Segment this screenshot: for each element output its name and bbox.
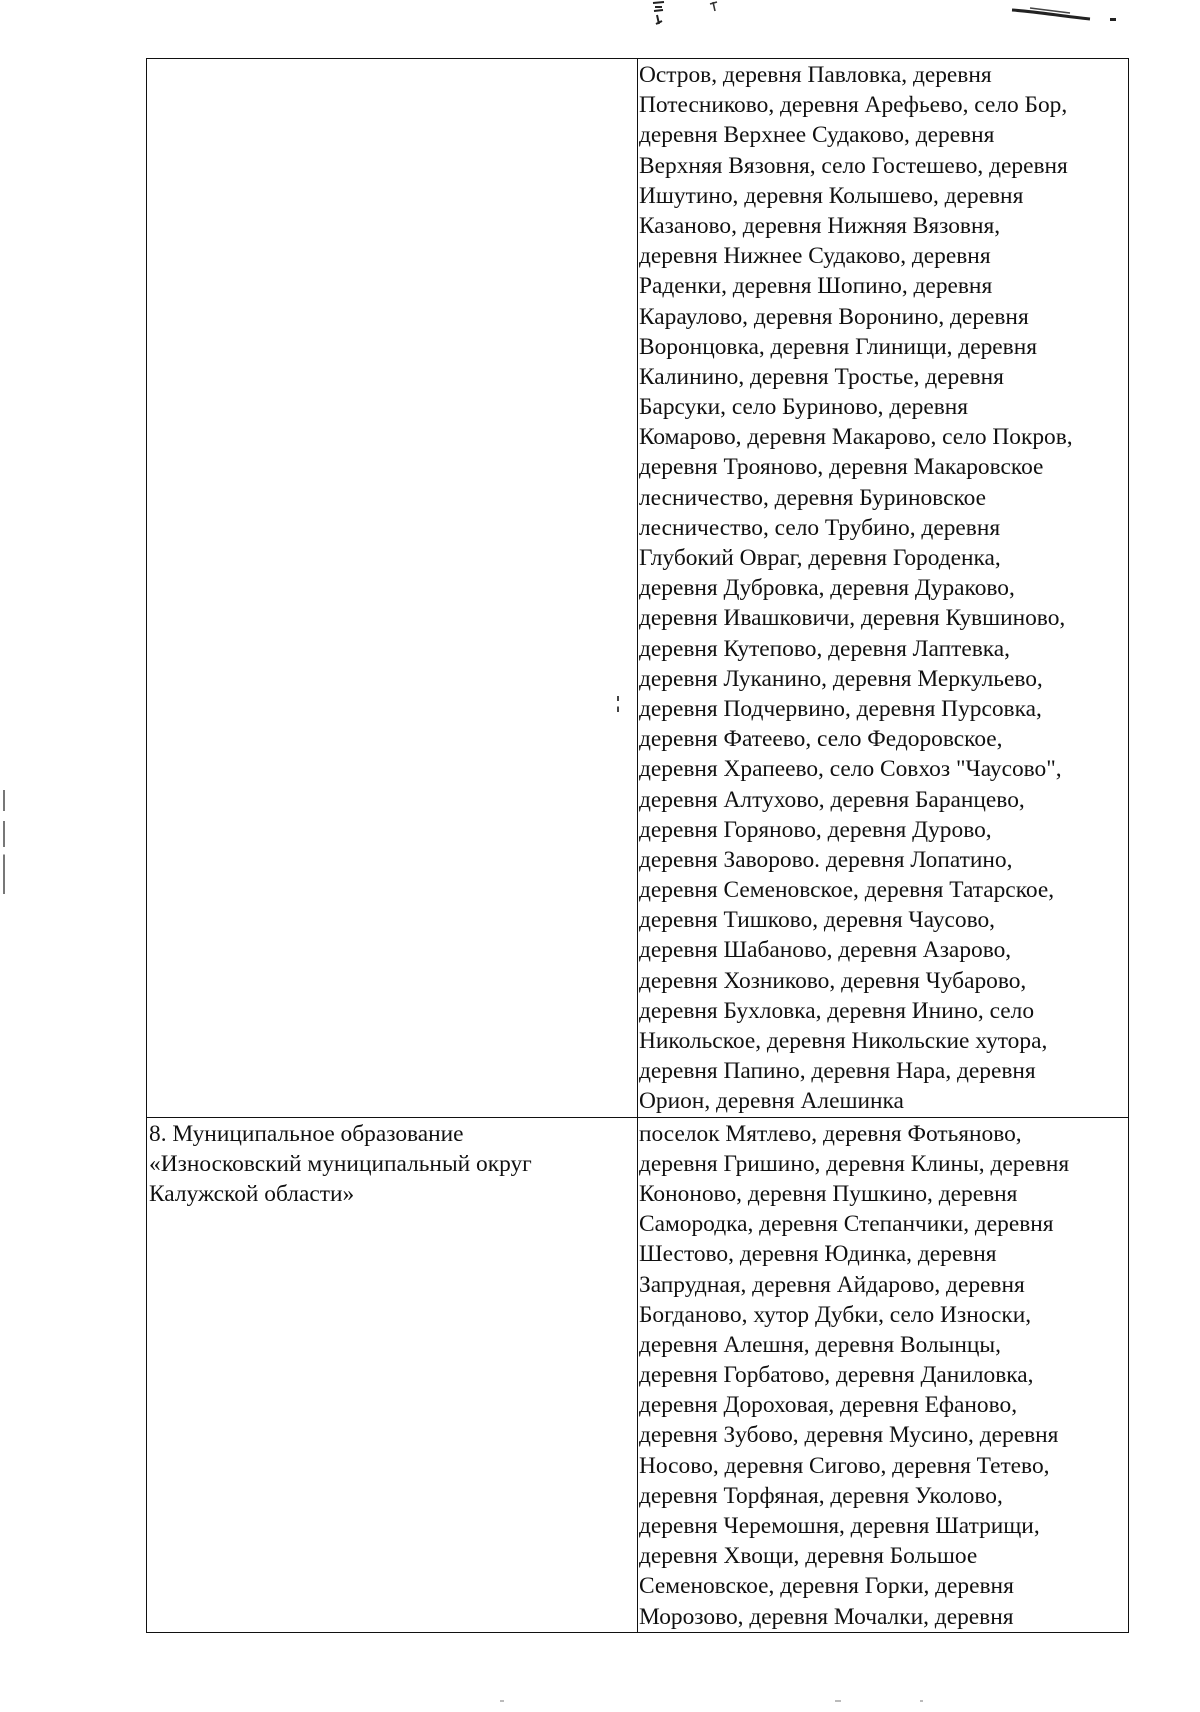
settlement-list-line: Орион, деревня Алешинка <box>639 1088 904 1115</box>
settlement-list-line: деревня Бухловка, деревня Инино, село <box>639 997 1035 1024</box>
settlement-list-line: Раденки, деревня Шопино, деревня <box>639 273 993 300</box>
settlements-cell <box>638 59 1129 1118</box>
settlements-cell <box>638 1117 1129 1632</box>
settlement-list-line: Остров, деревня Павловка, деревня <box>639 62 992 88</box>
settlement-list-line: деревня Хозниково, деревня Чубарово, <box>639 967 1027 994</box>
settlement-list-line: Семеновское, деревня Горки, деревня <box>639 1573 1014 1600</box>
scan-artifact-mark <box>708 0 720 14</box>
settlement-list-line: Никольское, деревня Никольские хутора, <box>639 1028 1048 1054</box>
settlement-list-line: Носово, деревня Сигово, деревня Тетево, <box>639 1452 1050 1479</box>
settlement-list-line: поселок Мятлево, деревня Фотьяново, <box>639 1120 1022 1147</box>
settlement-list-line: Калинино, деревня Тростье, деревня <box>639 363 1004 390</box>
settlement-list-line: деревня Хвощи, деревня Большое <box>639 1543 978 1570</box>
settlement-list-line: Кононово, деревня Пушкино, деревня <box>639 1180 1018 1207</box>
settlement-list-line: деревня Заворово. деревня Лопатино, <box>639 846 1013 873</box>
scan-artifact-speck <box>920 1700 923 1702</box>
settlements-table <box>146 58 1129 1633</box>
municipality-name-line: 8. Муниципальное образование <box>149 1120 464 1147</box>
settlement-list-line: Казаново, деревня Нижняя Вязовня, <box>639 212 1001 239</box>
settlement-list-line: лесничество, село Трубино, деревня <box>639 514 1001 541</box>
settlement-list-line: деревня Нижнее Судаково, деревня <box>639 243 991 270</box>
settlement-list-line: деревня Торфяная, деревня Уколово, <box>639 1482 1003 1509</box>
settlement-list-line: деревня Тишково, деревня Чаусово, <box>639 907 996 934</box>
table-row <box>147 1117 1129 1632</box>
scan-artifact-margin-line <box>3 790 5 894</box>
settlement-list-line: деревня Черемошня, деревня Шатрищи, <box>639 1513 1040 1539</box>
settlement-list-line: деревня Дороховая, деревня Ефаново, <box>639 1392 1018 1419</box>
settlement-list-line: деревня Трояново, деревня Макаровское <box>639 454 1044 481</box>
settlement-list-line: деревня Папино, деревня Нара, деревня <box>639 1058 1036 1085</box>
settlement-list-line: деревня Фатеево, село Федоровское, <box>639 726 1003 753</box>
municipality-name-line: «Износковский муниципальный округ <box>149 1150 532 1177</box>
settlement-list-line: деревня Горяново, деревня Дурово, <box>639 816 992 843</box>
settlement-list-line: Барсуки, село Буриново, деревня <box>639 394 969 421</box>
settlement-list-line: Караулово, деревня Воронино, деревня <box>639 303 1029 330</box>
settlement-list-line: деревня Дубровка, деревня Дураково, <box>639 575 1015 602</box>
table-row <box>147 59 1129 1118</box>
scan-artifact-mark <box>650 0 668 28</box>
settlement-list-line: деревня Семеновское, деревня Татарское, <box>639 877 1055 904</box>
settlement-list-line: деревня Гришино, деревня Клины, деревня <box>639 1150 1070 1177</box>
settlement-list-line: Воронцовка, деревня Глинищи, деревня <box>639 333 1037 360</box>
settlement-list-line: Верхняя Вязовня, село Гостешево, деревня <box>639 152 1068 179</box>
settlement-list-line: деревня Шабаново, деревня Азарово, <box>639 937 1012 964</box>
settlement-list-line: деревня Верхнее Судаково, деревня <box>639 122 995 149</box>
settlement-list-line: Запрудная, деревня Айдарово, деревня <box>639 1271 1025 1298</box>
settlement-list-line: деревня Подчервино, деревня Пурсовка, <box>639 695 1042 722</box>
settlement-list-line: Самородка, деревня Степанчики, деревня <box>639 1211 1054 1238</box>
settlement-list-line: деревня Горбатово, деревня Даниловка, <box>639 1362 1034 1389</box>
settlement-list-line: лесничество, деревня Буриновское <box>639 484 986 511</box>
municipality-cell <box>147 59 638 1118</box>
settlement-list-line: Ишутино, деревня Колышево, деревня <box>639 182 1024 209</box>
settlement-list-line: деревня Луканино, деревня Меркульево, <box>639 665 1043 692</box>
settlement-list-line: деревня Храпеево, село Совхоз "Чаусово", <box>639 756 1062 783</box>
settlement-list-line: деревня Кутепово, деревня Лаптевка, <box>639 635 1011 662</box>
settlement-list-line: деревня Зубово, деревня Мусино, деревня <box>639 1422 1059 1449</box>
municipality-cell <box>147 1117 638 1632</box>
scan-artifact-speck <box>835 1700 841 1702</box>
settlement-list-line: деревня Алешня, деревня Волынцы, <box>639 1331 1001 1358</box>
settlement-list-line: Морозово, деревня Мочалки, деревня <box>639 1603 1014 1630</box>
settlement-list-line: Богданово, хутор Дубки, село Износки, <box>639 1301 1032 1328</box>
settlement-list-line: Шестово, деревня Юдинка, деревня <box>639 1241 997 1268</box>
settlement-list-line: деревня Ивашковичи, деревня Кувшиново, <box>639 605 1066 632</box>
settlement-list-line: деревня Алтухово, деревня Баранцево, <box>639 786 1025 813</box>
scan-artifact-speck <box>500 1700 504 1702</box>
settlement-list-line: Потесниково, деревня Арефьево, село Бор, <box>639 92 1068 119</box>
scan-artifact-streak <box>1010 4 1130 26</box>
settlement-list-line: Глубокий Овраг, деревня Городенка, <box>639 545 1001 571</box>
settlement-list-line: Комарово, деревня Макарово, село Покров, <box>639 424 1073 451</box>
municipality-name-line: Калужской области» <box>149 1180 355 1207</box>
